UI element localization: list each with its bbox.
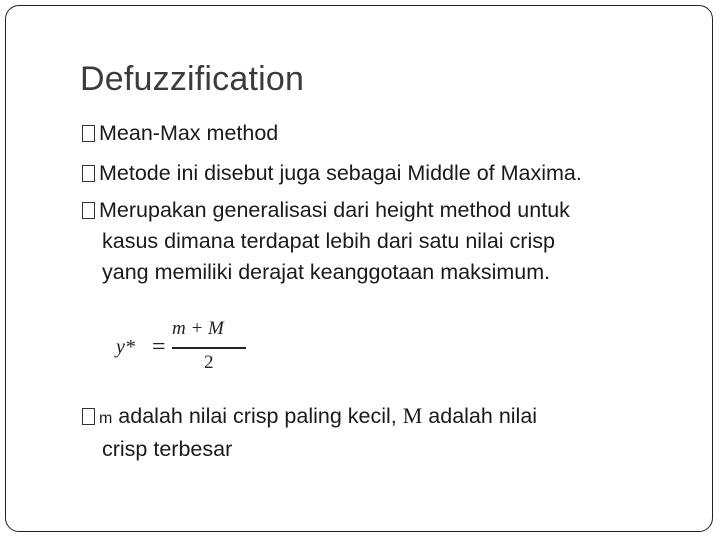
- bullet-item-2: [82, 158, 582, 189]
- bullet-text: adalah nilai: [422, 404, 538, 428]
- bullet-item-1: [82, 118, 278, 149]
- bullet-box-icon: [82, 202, 95, 219]
- formula-fraction-bar: [172, 347, 246, 349]
- bullet-text: adalah nilai crisp paling kecil,: [112, 404, 403, 428]
- formula-numerator: m + M: [172, 318, 224, 339]
- bullet-text: Mean-Max method: [99, 121, 279, 145]
- bullet-text-continued: yang memiliki derajat keanggotaan maksimum.: [102, 260, 551, 284]
- bullet-item-4: [82, 400, 537, 465]
- formula-lhs: y*: [116, 336, 135, 358]
- bullet-box-icon: [82, 165, 95, 182]
- formula-denominator: 2: [204, 352, 214, 373]
- bullet-item-3: [82, 195, 570, 288]
- bullet-var-m: m: [99, 410, 113, 427]
- bullet-text: Merupakan generalisasi dari height method untuk: [99, 198, 570, 222]
- bullet-box-icon: [82, 408, 95, 425]
- bullet-text-continued: crisp terbesar: [102, 437, 233, 461]
- bullet-box-icon: [82, 125, 95, 142]
- slide-title: Defuzzification: [80, 60, 305, 98]
- bullet-text-continued: kasus dimana terdapat lebih dari satu nilai crisp: [102, 229, 555, 253]
- mean-max-formula: [116, 318, 256, 378]
- formula-equals: =: [152, 334, 166, 360]
- bullet-var-M: M: [402, 403, 423, 428]
- bullet-text: Metode ini disebut juga sebagai Middle of Maxima.: [99, 161, 582, 185]
